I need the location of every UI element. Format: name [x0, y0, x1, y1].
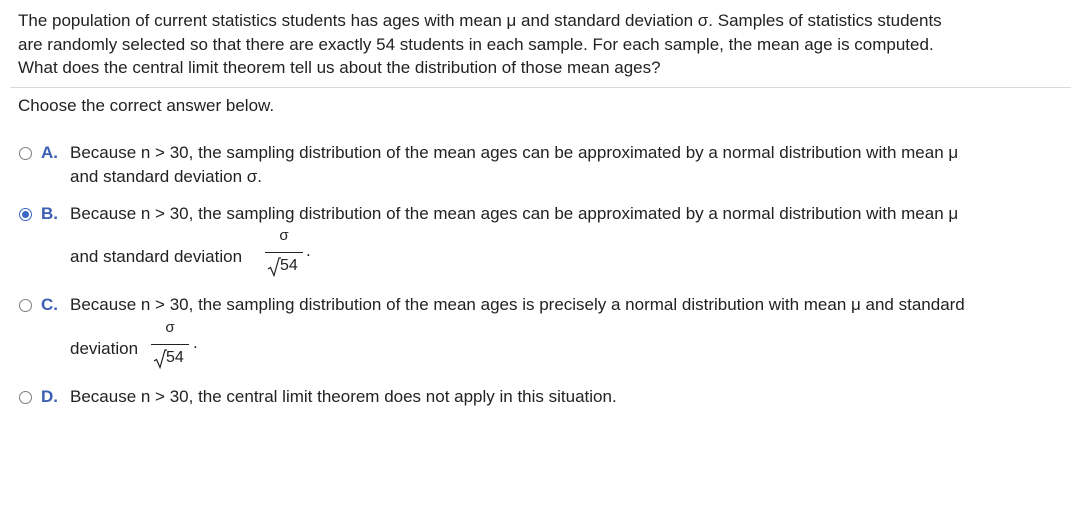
question-line-1: The population of current statistics students has ages with mean μ and standard deviation σ. Samples of statistics students	[18, 11, 942, 30]
option-b-letter: B.	[41, 204, 58, 223]
option-b-line-2: and standard deviation	[70, 247, 243, 266]
option-c[interactable]	[18, 294, 1058, 374]
option-c-line-2: deviation	[70, 339, 139, 358]
option-a-letter: A.	[41, 143, 58, 162]
option-c-letter: C.	[41, 295, 58, 314]
radio-option-b[interactable]	[19, 208, 32, 221]
radio-option-c[interactable]	[19, 299, 32, 312]
option-b-denominator-value: 54	[280, 257, 298, 274]
option-c-fraction	[151, 319, 189, 375]
option-b[interactable]	[18, 203, 1058, 283]
option-c-line-1: Because n > 30, the sampling distribution of the mean ages is precisely a normal distribution with mean μ and standard	[70, 295, 965, 314]
radio-option-a[interactable]	[19, 147, 32, 160]
divider	[10, 87, 1071, 88]
square-root-icon	[267, 257, 281, 277]
question-text	[18, 9, 1068, 80]
option-c-fraction-bar	[151, 344, 189, 345]
option-a[interactable]	[18, 142, 1058, 190]
question-line-3: What does the central limit theorem tell us about the distribution of those mean ages?	[18, 58, 661, 77]
option-d-letter: D.	[41, 387, 58, 406]
square-root-icon	[153, 349, 167, 369]
option-b-fraction	[265, 227, 303, 283]
option-b-fraction-numerator: σ	[279, 227, 289, 244]
option-c-fraction-numerator: σ	[165, 319, 175, 336]
question-line-2: are randomly selected so that there are exactly 54 students in each sample. For each sample, the mean age is computed.	[18, 34, 934, 54]
option-b-line-1: Because n > 30, the sampling distribution of the mean ages can be approximated by a normal distribution with mean μ	[70, 204, 959, 223]
option-c-period: .	[193, 333, 198, 352]
option-d[interactable]	[18, 386, 1058, 410]
option-a-line-2: and standard deviation σ.	[70, 167, 262, 186]
option-c-denominator-value: 54	[166, 349, 184, 366]
instruction-text: Choose the correct answer below.	[18, 96, 275, 115]
radio-option-d[interactable]	[19, 391, 32, 404]
option-b-period: .	[306, 241, 311, 260]
option-a-line-1: Because n > 30, the sampling distribution of the mean ages can be approximated by a normal distribution with mean μ	[70, 143, 959, 162]
option-b-fraction-bar	[265, 252, 303, 253]
option-d-line-1: Because n > 30, the central limit theorem does not apply in this situation.	[70, 387, 617, 406]
